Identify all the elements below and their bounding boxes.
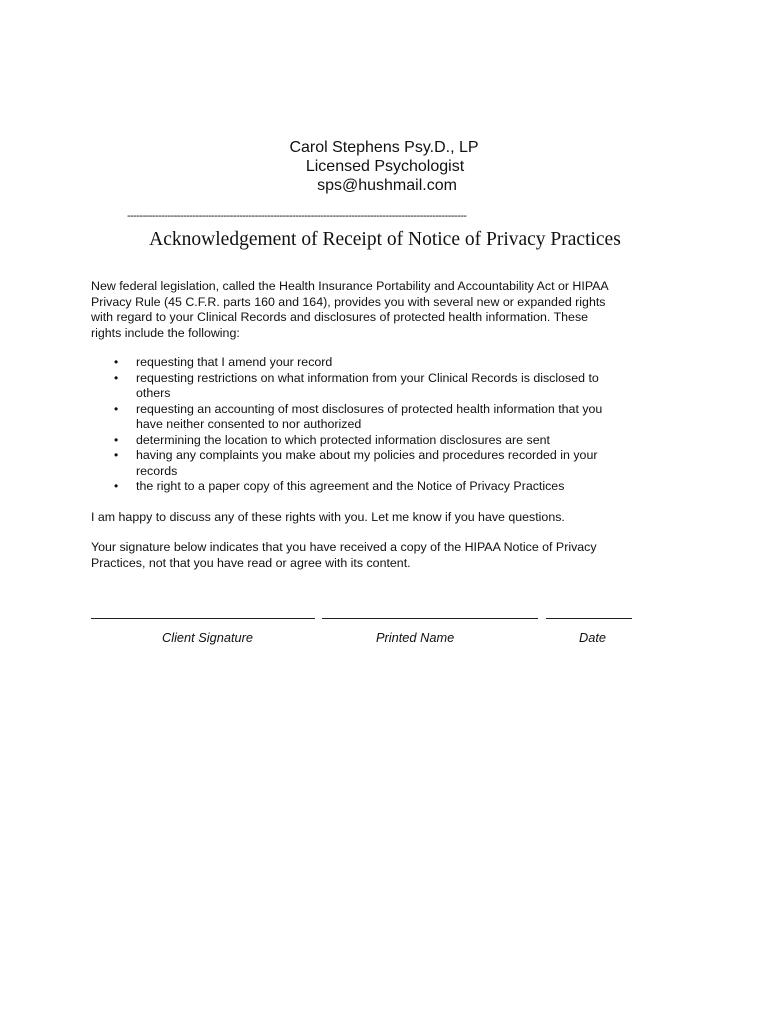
rights-item-line: determining the location to which protected information disclosures are sent	[136, 432, 550, 447]
practitioner-name: Carol Stephens Psy.D., LP	[289, 139, 479, 156]
printed-name-label: Printed Name	[376, 630, 455, 645]
bullet-icon: •	[114, 370, 119, 385]
rights-item-line: have neither consented to nor authorized	[136, 417, 362, 431]
discussion-line: I am happy to discuss any of these rights with you. Let me know if you have questions.	[91, 510, 565, 524]
rights-list-item	[114, 402, 694, 433]
rights-item-line: records	[136, 463, 178, 478]
intro-line: with regard to your Clinical Records and disclosures of protected health information. These	[91, 310, 589, 324]
rights-list-item	[114, 479, 694, 495]
rights-item-line: having any complaints you make about my policies and procedures recorded in your	[136, 448, 598, 462]
intro-line: New federal legislation, called the Health Insurance Portability and Accountability Act or HIPAA	[91, 279, 609, 293]
rights-item-line: requesting an accounting of most disclosures of protected health information that you	[136, 401, 603, 416]
rights-item-line: requesting restrictions on what information from your Clinical Records is disclosed to	[136, 370, 599, 385]
intro-line: Privacy Rule (45 C.F.R. parts 160 and 164), provides you with several new or expanded rights	[91, 294, 606, 309]
bullet-icon: •	[114, 355, 119, 369]
discussion-paragraph	[91, 510, 691, 526]
rights-item-line: requesting that I amend your record	[136, 355, 333, 369]
signature-note-line: Practices, not that you have read or agree with its content.	[91, 555, 411, 570]
rights-item-line: others	[136, 386, 171, 400]
date-line	[546, 618, 632, 619]
bullet-icon: •	[114, 479, 119, 493]
intro-paragraph	[91, 279, 691, 341]
bullet-icon: •	[114, 432, 119, 447]
rights-list	[114, 355, 694, 495]
signature-note-line: Your signature below indicates that you have received a copy of the HIPAA Notice of Privacy	[91, 540, 597, 554]
practitioner-email: sps@hushmail.com	[317, 177, 457, 194]
bullet-icon: •	[114, 448, 119, 462]
date-label: Date	[579, 630, 607, 645]
rights-list-item	[114, 448, 694, 479]
rights-list-item	[114, 371, 694, 402]
dashed-separator: -------------------------------------------------------------------------------------------------------------	[127, 210, 467, 222]
document-title: Acknowledgement of Receipt of Notice of Privacy Practices	[149, 229, 621, 250]
rights-list-item	[114, 355, 694, 371]
signature-note-paragraph	[91, 540, 691, 571]
intro-line: rights include the following:	[91, 325, 240, 340]
rights-list-item	[114, 433, 694, 449]
practitioner-credential: Licensed Psychologist	[305, 158, 465, 175]
printed-name-line	[322, 618, 538, 619]
client-signature-line	[91, 618, 315, 619]
rights-item-line: the right to a paper copy of this agreement and the Notice of Privacy Practices	[136, 479, 565, 493]
client-signature-label: Client Signature	[162, 630, 254, 645]
bullet-icon: •	[114, 401, 119, 416]
letterhead	[0, 138, 770, 195]
